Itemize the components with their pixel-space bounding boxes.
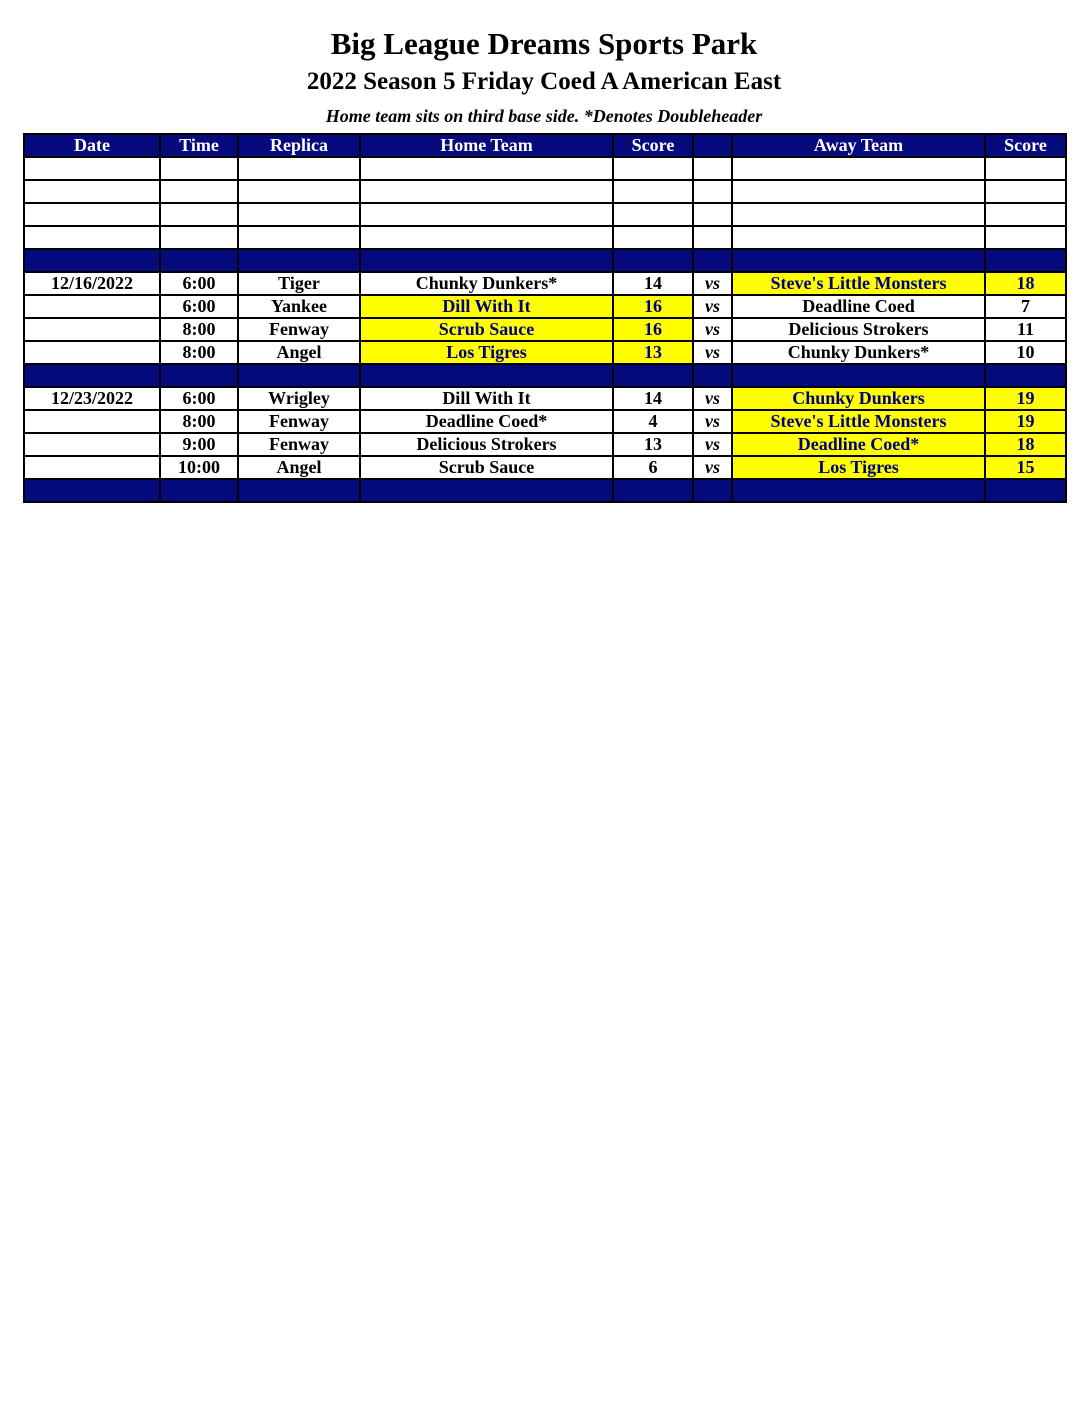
game-date	[24, 341, 160, 364]
home-score: 16	[613, 295, 693, 318]
game-time: 9:00	[160, 433, 238, 456]
home-team: Scrub Sauce	[360, 456, 613, 479]
empty-row	[24, 203, 1066, 226]
game-time: 6:00	[160, 387, 238, 410]
game-date	[24, 410, 160, 433]
column-header-date: Date	[24, 134, 160, 157]
away-score: 19	[985, 387, 1066, 410]
separator-bar	[24, 249, 1066, 272]
game-time: 6:00	[160, 295, 238, 318]
home-team: Scrub Sauce	[360, 318, 613, 341]
home-team: Los Tigres	[360, 341, 613, 364]
game-replica: Angel	[238, 456, 360, 479]
empty-row	[24, 157, 1066, 180]
schedule-table	[23, 133, 1067, 503]
game-row	[24, 272, 1066, 295]
separator-bar	[24, 364, 1066, 387]
away-score: 7	[985, 295, 1066, 318]
home-team: Chunky Dunkers*	[360, 272, 613, 295]
column-header-vs	[693, 134, 732, 157]
game-replica: Fenway	[238, 410, 360, 433]
vs-label: vs	[693, 272, 732, 295]
game-row	[24, 433, 1066, 456]
home-team: Dill With It	[360, 295, 613, 318]
page-subtitle: 2022 Season 5 Friday Coed A American East	[306, 68, 782, 95]
away-team: Steve's Little Monsters	[732, 410, 985, 433]
home-score: 4	[613, 410, 693, 433]
game-row	[24, 341, 1066, 364]
vs-label: vs	[693, 341, 732, 364]
vs-label: vs	[693, 387, 732, 410]
game-replica: Fenway	[238, 318, 360, 341]
away-team: Deadline Coed	[732, 295, 985, 318]
away-score: 10	[985, 341, 1066, 364]
table-header-row	[24, 134, 1066, 157]
away-team: Chunky Dunkers*	[732, 341, 985, 364]
game-date	[24, 456, 160, 479]
game-date	[24, 295, 160, 318]
column-header-away-score: Score	[985, 134, 1066, 157]
home-score: 6	[613, 456, 693, 479]
column-header-home-team: Home Team	[360, 134, 613, 157]
game-replica: Tiger	[238, 272, 360, 295]
game-row	[24, 387, 1066, 410]
home-score: 14	[613, 387, 693, 410]
away-team: Deadline Coed*	[732, 433, 985, 456]
vs-label: vs	[693, 456, 732, 479]
game-row	[24, 318, 1066, 341]
column-header-home-score: Score	[613, 134, 693, 157]
away-team: Delicious Strokers	[732, 318, 985, 341]
game-replica: Fenway	[238, 433, 360, 456]
away-score: 18	[985, 433, 1066, 456]
game-time: 10:00	[160, 456, 238, 479]
away-score: 15	[985, 456, 1066, 479]
empty-row	[24, 180, 1066, 203]
home-score: 13	[613, 341, 693, 364]
game-replica: Yankee	[238, 295, 360, 318]
game-row	[24, 410, 1066, 433]
home-team: Dill With It	[360, 387, 613, 410]
separator-bar	[24, 479, 1066, 502]
empty-row	[24, 226, 1066, 249]
game-time: 6:00	[160, 272, 238, 295]
game-row	[24, 295, 1066, 318]
away-team: Los Tigres	[732, 456, 985, 479]
game-date	[24, 433, 160, 456]
column-header-away-team: Away Team	[732, 134, 985, 157]
vs-label: vs	[693, 433, 732, 456]
game-replica: Angel	[238, 341, 360, 364]
home-score: 13	[613, 433, 693, 456]
game-date	[24, 318, 160, 341]
game-replica: Wrigley	[238, 387, 360, 410]
vs-label: vs	[693, 318, 732, 341]
game-time: 8:00	[160, 318, 238, 341]
home-team: Deadline Coed*	[360, 410, 613, 433]
game-time: 8:00	[160, 410, 238, 433]
game-date: 12/23/2022	[24, 387, 160, 410]
away-team: Chunky Dunkers	[732, 387, 985, 410]
away-score: 11	[985, 318, 1066, 341]
vs-label: vs	[693, 410, 732, 433]
page-title: Big League Dreams Sports Park	[330, 26, 758, 61]
column-header-replica: Replica	[238, 134, 360, 157]
game-row	[24, 456, 1066, 479]
away-score: 19	[985, 410, 1066, 433]
home-score: 14	[613, 272, 693, 295]
home-score: 16	[613, 318, 693, 341]
column-header-time: Time	[160, 134, 238, 157]
vs-label: vs	[693, 295, 732, 318]
away-team: Steve's Little Monsters	[732, 272, 985, 295]
game-time: 8:00	[160, 341, 238, 364]
home-team: Delicious Strokers	[360, 433, 613, 456]
schedule-note: Home team sits on third base side. *Denotes Doubleheader	[325, 106, 763, 126]
game-date: 12/16/2022	[24, 272, 160, 295]
away-score: 18	[985, 272, 1066, 295]
